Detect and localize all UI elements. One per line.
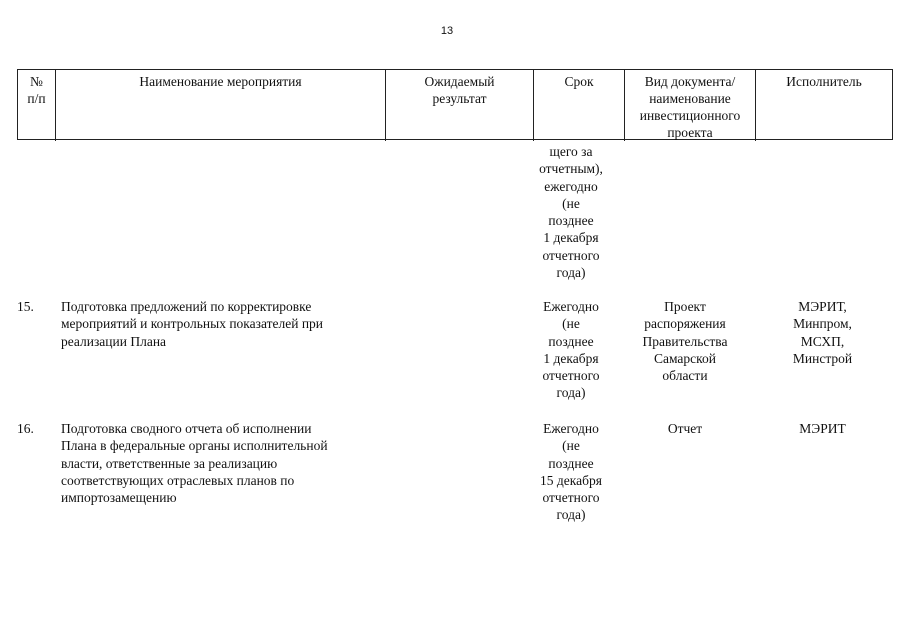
row-name: Подготовка сводного отчета об исполнении Плана в федеральные органы исполнительной власти, ответственные за реализацию соответствующих отраслевых планов по импортозамещению (61, 421, 328, 506)
header-name: Наименование мероприятия (56, 70, 386, 141)
header-result: Ожидаемый результат (386, 70, 534, 141)
row-executor: МЭРИТ (799, 421, 846, 436)
continuation-term: щего за отчетным), ежегодно (не позднее 1 декабря отчетного года) (539, 144, 603, 281)
row-document: Отчет (667, 421, 703, 436)
row-number: 15. (17, 299, 34, 314)
row-term: Ежегодно (не позднее 1 декабря отчетного года) (542, 299, 600, 401)
row-name: Подготовка предложений по корректировке мероприятий и контрольных показателей при реализации Плана (61, 299, 324, 349)
row-number: 16. (17, 421, 34, 436)
header-term: Срок (534, 70, 625, 141)
table-header (17, 69, 893, 140)
header-number: № п/п (18, 70, 56, 141)
row-document: Проект распоряжения Правительства Самарской области (642, 299, 728, 384)
page-number: 13 (440, 25, 454, 37)
header-executor: Исполнитель (786, 74, 862, 89)
row-term: Ежегодно (не позднее 15 декабря отчетного года) (540, 421, 602, 523)
row-executor: МЭРИТ, Минпром, МСХП, Минстрой (792, 299, 853, 366)
header-document: Вид документа/ наименование инвестиционного проекта (625, 70, 756, 141)
